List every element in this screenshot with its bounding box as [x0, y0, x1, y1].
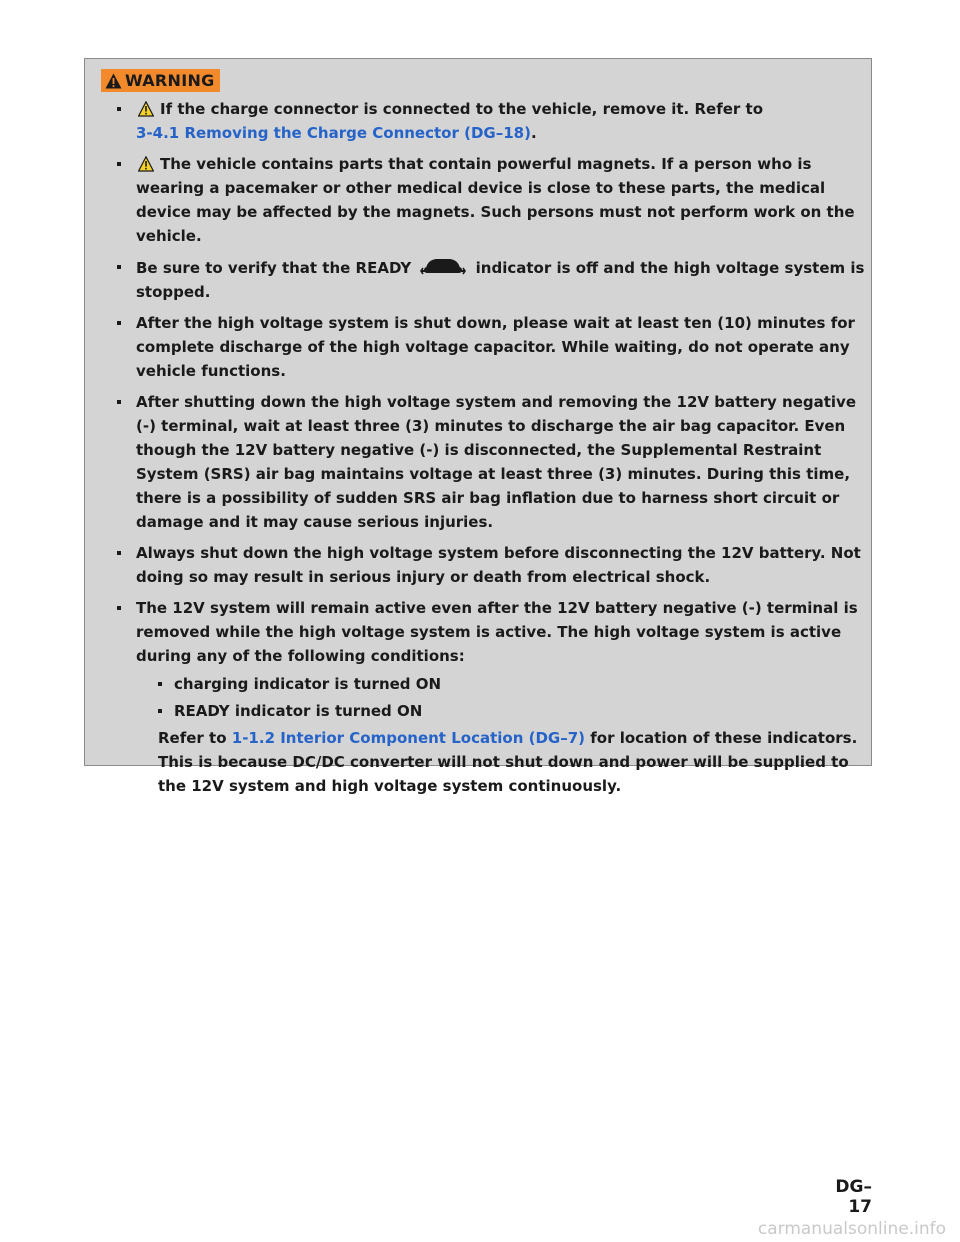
bullet [117, 321, 121, 325]
item-text: The 12V system will remain active even after the 12V battery negative (-) terminal is removed while the high voltage system is active. The high voltage system is active during any of the following conditions: [136, 599, 858, 665]
list-item [85, 152, 871, 248]
list-item [85, 596, 871, 668]
item-text-end: . [530, 124, 537, 142]
list-item [85, 97, 871, 145]
bullet [117, 107, 121, 111]
item-text: The vehicle contains parts that contain powerful magnets. If a person who is wearing a pacemaker or other medical device is close to these parts, the medical device may be affected by the magnets. Such persons must not perform work on the vehicle. [136, 155, 855, 245]
removing-charge-connector-link[interactable]: 3-4.1 Removing the Charge Connector (DG–18) [136, 124, 531, 142]
warning-box [84, 58, 872, 795]
item-text: Always shut down the high voltage system before disconnecting the 12V battery. Not doing so may result in serious injury or death from electrical shock. [136, 544, 861, 586]
warning-badge [101, 69, 220, 92]
sub-list-item [85, 672, 871, 696]
page-number: DG–17 [835, 1177, 872, 1217]
sub-item-text: charging indicator is turned ON [174, 675, 442, 693]
refer-text-end: for location of these indicators. [590, 729, 858, 747]
list-item [85, 541, 871, 589]
warning-list [85, 97, 871, 798]
list-item [85, 255, 871, 304]
ready-indicator-icon [420, 255, 466, 277]
item-text: indicator is off and the high voltage system is stopped. [136, 259, 865, 301]
refer-paragraph [85, 726, 871, 750]
item-text: Be sure to verify that the READY [136, 259, 412, 277]
bullet [117, 265, 121, 269]
warning-badge-label: WARNING [125, 71, 215, 90]
bullet [158, 709, 162, 713]
item-text: After shutting down the high voltage system and removing the 12V battery negative (-) terminal, wait at least three (3) minutes to discharge the air bag capacitor. Even though the 12V battery negative (-) is disconnected, the Supplemental Restraint System (SRS) air bag maintains voltage at least three (3) minutes. During this time, there is a possibility of sudden SRS air bag inflation due to harness short circuit or damage and it may cause serious injuries. [136, 393, 857, 531]
item-text: If the charge connector is connected to the vehicle, remove it. Refer to [160, 100, 763, 118]
bullet [117, 551, 121, 555]
closing-paragraph: This is because DC/DC converter will not shut down and power will be supplied to the 12V system and high voltage system continuously. [158, 753, 849, 795]
bullet [158, 682, 162, 686]
item-text: After the high voltage system is shut down, please wait at least ten (10) minutes for complete discharge of the high voltage capacitor. While waiting, do not operate any vehicle functions. [136, 314, 855, 380]
watermark: carmanualsonline.info [757, 1219, 946, 1239]
bullet [117, 162, 121, 166]
list-item [85, 390, 871, 534]
sub-item-text: READY indicator is turned ON [174, 702, 423, 720]
sub-list-item [85, 699, 871, 723]
list-item [85, 311, 871, 383]
caution-icon [138, 156, 154, 172]
bullet [117, 606, 121, 610]
interior-component-location-link[interactable]: 1-1.2 Interior Component Location (DG–7) [231, 729, 586, 747]
refer-text: Refer to [158, 729, 227, 747]
bullet [117, 400, 121, 404]
warning-triangle-icon [105, 73, 122, 89]
caution-icon [138, 101, 154, 117]
